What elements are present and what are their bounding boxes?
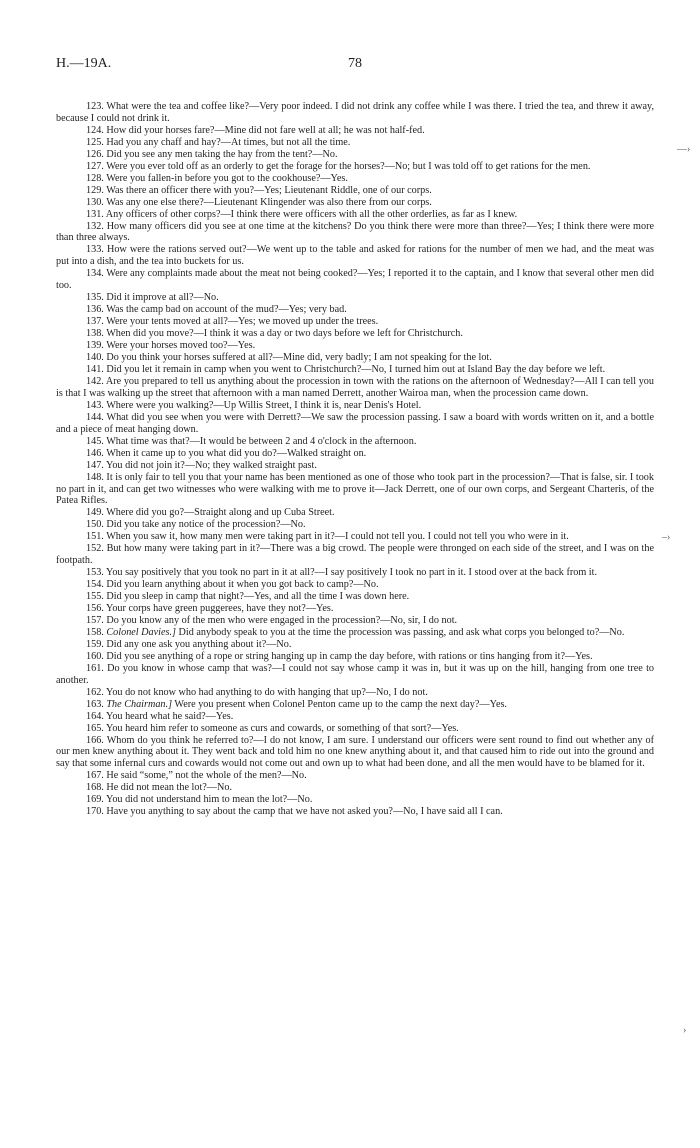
question-answer-paragraph xyxy=(56,699,654,711)
question-answer-paragraph xyxy=(56,627,654,639)
question-answer-paragraph: 140. Do you think your horses suffered at all?—Mine did, very badly; I am not speaking for the lot. xyxy=(86,352,492,364)
question-answer-paragraph: 147. You did not join it?—No; they walked straight past. xyxy=(86,459,317,471)
question-answer-paragraph: 130. Was any one else there?—Lieutenant Klingender was also there from our corps. xyxy=(86,196,432,208)
question-answer-paragraph: 159. Did any one ask you anything about it?—No. xyxy=(86,638,292,650)
question-answer-paragraph: 125. Had you any chaff and hay?—At times, but not all the time. xyxy=(86,136,351,148)
question-answer-paragraph: 155. Did you sleep in camp that night?—Yes, and all the time I was down here. xyxy=(86,591,410,603)
question-answer-paragraph: 143. Where were you walking?—Up Willis Street, I think it is, near Denis's Hotel. xyxy=(86,399,422,411)
question-answer-paragraph: 157. Do you know any of the men who were engaged in the procession?—No, sir, I do not. xyxy=(86,614,458,626)
question-answer-paragraph: 132. How many officers did you see at one time at the kitchens? Do you think there were more than three?—Yes; I think there were more than three always. xyxy=(56,220,654,244)
question-answer-paragraph: 145. What time was that?—It would be between 2 and 4 o'clock in the afternoon. xyxy=(86,435,417,447)
question-answer-paragraph: 152. But how many were taking part in it?—There was a big crowd. The people were thronged on each side of the street, and I was on the footpath. xyxy=(56,543,654,567)
question-answer-paragraph: 138. When did you move?—I think it was a day or two days before we left for Christchurch. xyxy=(86,328,463,340)
question-answer-paragraph: 135. Did it improve at all?—No. xyxy=(86,292,219,304)
document-reference: H.—19A. xyxy=(56,56,112,71)
question-answer-paragraph: 146. When it came up to you what did you do?—Walked straight on. xyxy=(86,447,367,459)
question-answer-paragraph: 124. How did your horses fare?—Mine did not fare well at all; he was not half-fed. xyxy=(86,124,425,136)
question-answer-paragraph: 161. Do you know in whose camp that was?—I could not say whose camp it was in, but it was up on the hill, hanging from one tree to another. xyxy=(56,662,654,686)
question-answer-paragraph: 126. Did you see any men taking the hay from the tent?—No. xyxy=(86,148,338,160)
question-answer-paragraph: 144. What did you see when you were with Derrett?—We saw the procession passing. I saw a board with words written on it, and a bottle and a piece of meat hanging down. xyxy=(56,411,654,435)
question-answer-paragraph: 123. What were the tea and coffee like?—Very poor indeed. I did not drink any coffee while I was there. I tried the tea, and threw it away, because I could not drink it. xyxy=(56,101,654,124)
question-answer-paragraph: 139. Were your horses moved too?—Yes. xyxy=(86,340,256,352)
question-answer-paragraph: 141. Did you let it remain in camp when you went to Christchurch?—No, I turned him out at Island Bay the day before we left. xyxy=(86,363,606,375)
question-answer-paragraph: 131. Any officers of other corps?—I think there were officers with all the other orderlies, as far as I knew. xyxy=(86,208,518,220)
margin-mark-icon: –› xyxy=(662,532,671,543)
evidence-text xyxy=(56,101,654,818)
question-answer-paragraph: 136. Was the camp bad on account of the mud?—Yes; very bad. xyxy=(86,304,347,316)
question-answer-paragraph: 154. Did you learn anything about it when you got back to camp?—No. xyxy=(86,579,379,591)
question-number: 158. xyxy=(86,626,104,638)
page-number: 78 xyxy=(348,56,362,71)
question-answer-paragraph: 149. Where did you go?—Straight along and up Cuba Street. xyxy=(86,507,335,519)
question-answer-paragraph: 142. Are you prepared to tell us anything about the procession in town with the rations on the afternoon of Wednesday?—All I can tell you is that I was walking up the street that afternoon with a man named Derrett, another Wairoa man, when the procession came down. xyxy=(56,375,654,399)
question-answer-paragraph: 164. You heard what he said?—Yes. xyxy=(86,710,234,722)
question-answer-paragraph: 156. Your corps have green puggerees, have they not?—Yes. xyxy=(86,603,334,615)
margin-mark-icon: › xyxy=(683,1025,687,1036)
page-header xyxy=(56,56,654,78)
question-answer-paragraph: 162. You do not know who had anything to do with hanging that up?—No, I do not. xyxy=(86,686,428,698)
question-answer-paragraph: 137. Were your tents moved at all?—Yes; we moved up under the trees. xyxy=(86,316,379,328)
speaker-label: The Chairman.] xyxy=(106,698,173,710)
margin-mark-icon: —› xyxy=(677,144,691,155)
question-answer-paragraph: 165. You heard him refer to someone as curs and cowards, or something of that sort?—Yes. xyxy=(86,722,459,734)
question-answer-paragraph: 170. Have you anything to say about the camp that we have not asked you?—No, I have said all I can. xyxy=(86,806,503,818)
question-answer-paragraph: 129. Was there an officer there with you?—Yes; Lieutenant Riddle, one of our corps. xyxy=(86,184,432,196)
question-answer-paragraph: 150. Did you take any notice of the procession?—No. xyxy=(86,519,306,531)
question-answer-paragraph: 166. Whom do you think he referred to?—I do not know, I am sure. I understand our officers were sent round to find out whether any of our men knew anything about it. They went back and told him no one knew anything about it, and that caused him to ride out into the ground and say that some infernal curs and cowards would not come out and own up to what had been done, and all the men would have to be blamed for it. xyxy=(56,734,654,770)
question-answer-paragraph: 168. He did not mean the lot?—No. xyxy=(86,782,232,794)
question-answer-paragraph: 151. When you saw it, how many men were taking part in it?—I could not tell you. I could not tell you who were in it. xyxy=(86,531,569,543)
question-answer-paragraph: 134. Were any complaints made about the meat not being cooked?—Yes; I reported it to the captain, and I know that several other men did too. xyxy=(56,268,654,292)
speaker-label: Colonel Davies.] xyxy=(106,626,176,638)
question-answer-paragraph: 160. Did you see anything of a rope or string hanging up in camp the day before, with rations or tins hanging from it?—Yes. xyxy=(86,650,593,662)
paragraph-text: Did anybody speak to you at the time the procession was passing, and ask what corps you belonged to?—No. xyxy=(178,626,625,638)
question-answer-paragraph: 148. It is only fair to tell you that your name has been mentioned as one of those who took part in the procession?—That is false, sir. I took no part in it, and can get two witnesses who were walking with me to prove it—Jack Derrett, one of our own corps, and Sergeant Charteris, of the Patea Rifles. xyxy=(56,471,654,507)
question-number: 163. xyxy=(86,698,104,710)
question-answer-paragraph: 133. How were the rations served out?—We went up to the table and asked for rations for the number of men we had, and the meat was put into a dish, and the tea into buckets for us. xyxy=(56,244,654,268)
question-answer-paragraph: 167. He said “some,” not the whole of the men?—No. xyxy=(86,770,307,782)
paragraph-text: Were you present when Colonel Penton came up to the camp the next day?—Yes. xyxy=(174,698,507,710)
question-answer-paragraph: 128. Were you fallen-in before you got to the cookhouse?—Yes. xyxy=(86,172,348,184)
question-answer-paragraph: 153. You say positively that you took no part in it at all?—I say positively I took no part in it. I stood over at the back from it. xyxy=(86,567,597,579)
question-answer-paragraph: 169. You did not understand him to mean the lot?—No. xyxy=(86,794,313,806)
question-answer-paragraph: 127. Were you ever told off as an orderly to get the forage for the horses?—No; but I was told off to get rations for the men. xyxy=(86,160,591,172)
